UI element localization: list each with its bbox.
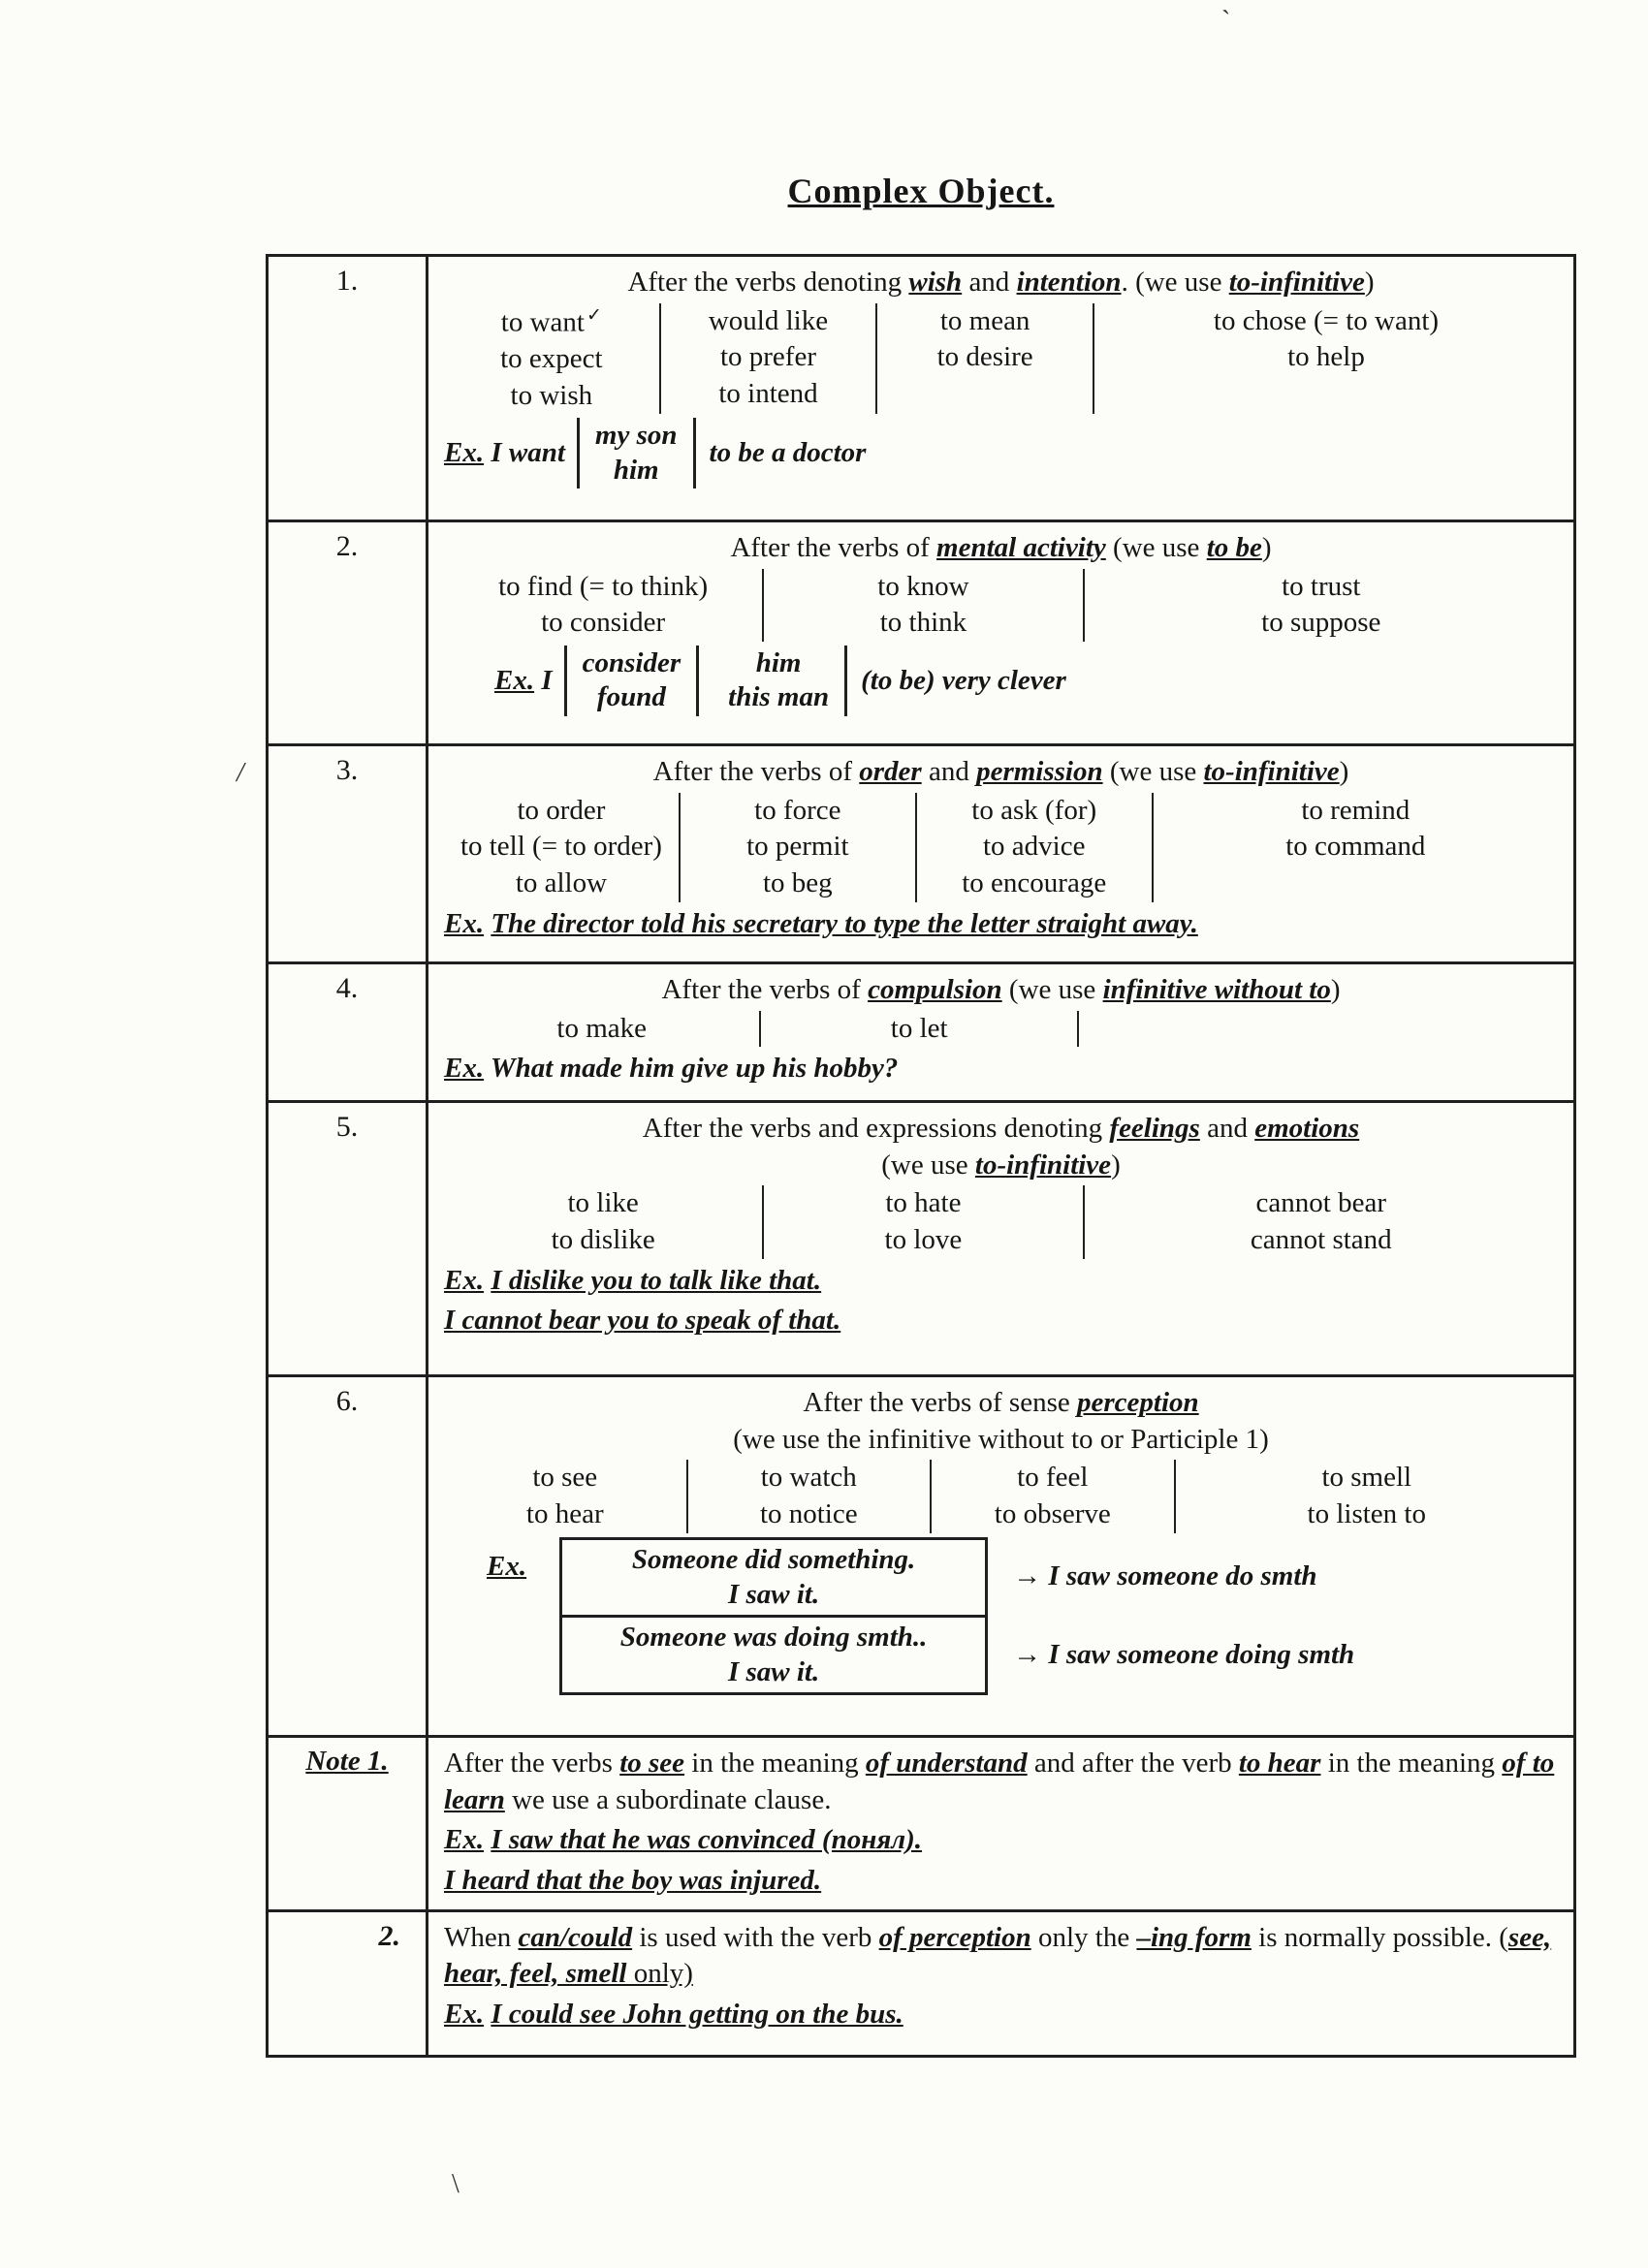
result-arrow-text: → I saw someone doing smth: [1013, 1638, 1355, 1670]
row-1-content: [428, 257, 1573, 520]
row-2-example: [494, 646, 1558, 716]
object-stack: [713, 646, 847, 716]
row-1-header: [444, 265, 1558, 301]
header-text: (we use: [1001, 974, 1103, 1005]
table-row-2: [269, 520, 1573, 743]
header-keyword: emotions: [1254, 1113, 1360, 1144]
verb-item: to tell (= to order): [460, 831, 662, 863]
row-3-content: [428, 746, 1573, 961]
header-text: ): [1261, 532, 1272, 563]
row-6-example-block: [444, 1537, 1558, 1695]
verb-item: to notice: [759, 1498, 858, 1530]
note-1-text: [444, 1746, 1558, 1818]
header-text: After the verbs of: [661, 974, 869, 1005]
row-5-header-line-1: [444, 1111, 1558, 1148]
pattern-line: Someone did something.: [631, 1543, 916, 1575]
complex-object-table: [266, 254, 1576, 2058]
example-label: Ex.: [494, 664, 535, 696]
sense-example-row: [559, 1615, 1354, 1695]
row-3-verb-grid: [444, 793, 1558, 902]
verb-item: to hate: [885, 1187, 962, 1219]
verb-item: to trust: [1282, 570, 1361, 602]
row-2-content: [428, 522, 1573, 743]
verb-item: to chose (= to want): [1213, 304, 1440, 336]
verb-item: to see: [532, 1462, 598, 1494]
table-row-4: [269, 961, 1573, 1100]
note-2-text: [444, 1920, 1558, 1993]
note-text: only): [626, 1958, 693, 1990]
note-keyword: to hear: [1238, 1748, 1321, 1779]
verb-item: to find (= to think): [498, 570, 709, 602]
verb-item: to allow: [515, 867, 608, 899]
header-text: (we use the infinitive without to or Participle 1): [733, 1423, 1269, 1455]
row-5-example-2: [444, 1303, 1558, 1339]
row-4-content: [428, 964, 1573, 1100]
example-lead: [444, 435, 565, 472]
verb-column: [1083, 1185, 1558, 1258]
sense-example-rows: [559, 1537, 1354, 1695]
example-lead: [444, 1263, 821, 1300]
stack-item: my son: [594, 420, 678, 452]
row-5-example-1: [444, 1263, 1558, 1300]
row-1-verb-grid: [444, 303, 1558, 415]
verb-item: to order: [517, 794, 606, 826]
example-text: I saw that he was convinced (понял).: [491, 1824, 923, 1856]
header-text: and: [921, 756, 977, 787]
verb-item: to let: [890, 1012, 948, 1044]
header-text: After the verbs of: [730, 532, 937, 563]
note-text: we use a subordinate clause.: [504, 1783, 832, 1815]
verb-item: to command: [1285, 831, 1426, 863]
object-stack: [577, 418, 696, 488]
table-row-note-1: [269, 1735, 1573, 1909]
example-label: Ex.: [444, 1824, 485, 1856]
note-keyword: of to learn: [444, 1748, 1555, 1815]
note-text: and after the verb: [1027, 1748, 1239, 1779]
note-keyword: see, hear, feel, smell: [444, 1921, 1552, 1990]
verb-column: [930, 1460, 1174, 1532]
row-6-header-line-1: [444, 1385, 1558, 1422]
example-lead: [494, 663, 553, 700]
example-label: Ex.: [444, 1999, 485, 2031]
verb-text: to want: [500, 306, 585, 338]
verb-column: [762, 569, 1082, 642]
header-text: (we use: [1102, 756, 1204, 787]
note-2-content: [428, 1912, 1573, 2055]
verb-item: to help: [1287, 341, 1365, 373]
header-text: After the verbs denoting: [627, 267, 909, 298]
row-4-example: [444, 1051, 1558, 1087]
verb-item: to smell: [1321, 1462, 1412, 1494]
pattern-line: Someone was doing smth..: [619, 1621, 928, 1653]
example-text: I: [541, 664, 553, 696]
verb-column: [686, 1460, 931, 1532]
table-row-6: [269, 1374, 1573, 1735]
header-keyword: intention: [1016, 267, 1122, 298]
header-keyword: to be: [1206, 532, 1262, 563]
verb-column: [1152, 793, 1558, 902]
verb-column: [1083, 569, 1558, 642]
row-5-verb-grid: [444, 1185, 1558, 1258]
note-2-number: 2.: [269, 1912, 428, 2055]
example-text: I dislike you to talk like that.: [491, 1264, 822, 1296]
row-6-verb-grid: [444, 1460, 1558, 1532]
example-label: Ex.: [444, 907, 485, 939]
row-6-number: 6.: [269, 1377, 428, 1735]
verb-column: [759, 1011, 1078, 1048]
verb-item: to watch: [760, 1462, 857, 1494]
header-keyword: order: [859, 756, 922, 787]
header-text: ): [1364, 267, 1375, 298]
verb-column: [659, 303, 876, 415]
example-label: Ex.: [444, 1264, 485, 1296]
example-tail: to be a doctor: [709, 436, 867, 468]
example-text: I heard that the boy was injured.: [444, 1865, 822, 1897]
verb-item: cannot stand: [1250, 1224, 1392, 1256]
table-row-1: [269, 257, 1573, 520]
scan-artifact: \: [452, 2169, 460, 2199]
verb-item: to intend: [718, 378, 818, 410]
verb-item: to wish: [510, 379, 593, 411]
verb-item: to advice: [982, 831, 1086, 863]
header-keyword: to-infinitive: [1228, 267, 1365, 298]
verb-item: to feel: [1017, 1462, 1089, 1494]
header-text: (we use: [1105, 532, 1207, 563]
verb-item: would like: [708, 304, 829, 336]
checkmark-annotation: ✓: [586, 303, 602, 326]
scan-artifact: /: [237, 758, 244, 788]
verb-item: [448, 303, 655, 341]
verb-stack: [564, 646, 700, 716]
pattern-line: I saw it.: [727, 1579, 820, 1611]
example-text: What made him give up his hobby?: [490, 1053, 899, 1085]
note-text: is used with the verb: [632, 1921, 879, 1953]
header-keyword: wish: [908, 267, 963, 298]
verb-item: to love: [884, 1224, 963, 1256]
verb-column: [875, 303, 1093, 415]
header-keyword: infinitive without to: [1102, 974, 1331, 1005]
row-5-number: 5.: [269, 1103, 428, 1374]
example-text: I could see John getting on the bus.: [491, 1999, 903, 2031]
header-text: ): [1339, 756, 1349, 787]
note-text: After the verbs: [444, 1748, 620, 1779]
example-lead: [444, 1822, 922, 1859]
verb-item: to dislike: [551, 1224, 655, 1256]
stack-item: found: [596, 681, 666, 713]
header-text: After the verbs of sense: [803, 1387, 1077, 1418]
note-text: in the meaning: [684, 1748, 866, 1779]
verb-item: to ask (for): [971, 794, 1097, 826]
verb-item: to permit: [746, 831, 849, 863]
header-keyword: permission: [976, 756, 1103, 787]
verb-column: [444, 303, 659, 415]
row-4-header: [444, 972, 1558, 1009]
header-text: and: [962, 267, 1017, 298]
header-text: After the verbs and expressions denoting: [642, 1113, 1110, 1144]
pattern-box: [559, 1537, 988, 1618]
header-text: (we use: [881, 1149, 975, 1181]
row-2-number: 2.: [269, 522, 428, 743]
page-title-text: Complex Object.: [787, 172, 1055, 210]
result-arrow-text: → I saw someone do smth: [1013, 1560, 1317, 1592]
verb-item: to prefer: [719, 341, 816, 373]
verb-item: to mean: [939, 304, 1030, 336]
example-label: Ex.: [444, 1053, 485, 1085]
row-3-number: 3.: [269, 746, 428, 961]
header-keyword: feelings: [1109, 1113, 1200, 1144]
verb-item: to think: [879, 607, 967, 639]
verb-item: to desire: [936, 341, 1033, 373]
row-5-content: [428, 1103, 1573, 1374]
verb-column: [444, 1011, 759, 1048]
verb-item: to remind: [1301, 794, 1410, 826]
stack-item: this man: [728, 681, 830, 713]
sense-example-row: [559, 1537, 1354, 1618]
row-6-header-line-2: [444, 1422, 1558, 1459]
verb-item: to listen to: [1307, 1498, 1426, 1530]
verb-item: to force: [754, 794, 841, 826]
example-lead: [444, 1997, 903, 2033]
verb-column: [679, 793, 915, 902]
example-tail: (to be) very clever: [861, 664, 1066, 696]
header-text: . (we use: [1121, 267, 1229, 298]
scan-artifact: `: [1221, 6, 1231, 36]
verb-column: [1093, 303, 1558, 415]
verb-item: to beg: [762, 867, 833, 899]
note-keyword: can/could: [518, 1921, 633, 1953]
note-text: is normally possible. (: [1251, 1921, 1508, 1953]
example-text: I want: [491, 436, 565, 468]
row-5-header-line-2: [444, 1148, 1558, 1184]
row-3-header: [444, 754, 1558, 791]
verb-item: to observe: [994, 1498, 1111, 1530]
row-6-content: [428, 1377, 1573, 1735]
verb-column: [1174, 1460, 1558, 1532]
note-keyword: of perception: [878, 1921, 1031, 1953]
row-1-example: [444, 418, 1558, 488]
table-row-5: [269, 1100, 1573, 1374]
example-lead: [444, 1051, 898, 1087]
note-keyword: to see: [619, 1748, 685, 1779]
verb-item: to know: [877, 570, 969, 602]
verb-item: to consider: [541, 607, 666, 639]
header-text: and: [1199, 1113, 1255, 1144]
stack-item: consider: [582, 647, 681, 679]
verb-column: [762, 1185, 1082, 1258]
verb-item: to encourage: [962, 867, 1107, 899]
note-keyword: –ing form: [1136, 1921, 1252, 1953]
header-keyword: to-infinitive: [974, 1149, 1112, 1181]
verb-item: cannot bear: [1255, 1187, 1386, 1219]
example-lead: [444, 906, 1198, 943]
pattern-box: [559, 1615, 988, 1695]
page-title: [266, 171, 1576, 211]
note-text: When: [444, 1921, 519, 1953]
verb-item: to like: [567, 1187, 639, 1219]
note-1-example-1: [444, 1822, 1558, 1859]
note-1-example-2: [444, 1863, 1558, 1900]
row-2-verb-grid: [444, 569, 1558, 642]
example-label: Ex.: [444, 436, 485, 468]
verb-column: [444, 1185, 762, 1258]
pattern-line: I saw it.: [727, 1656, 820, 1688]
row-3-example: [444, 906, 1558, 943]
header-text: After the verbs of: [652, 756, 860, 787]
note-keyword: of understand: [865, 1748, 1028, 1779]
note-2-example: [444, 1997, 1558, 2033]
verb-item: to expect: [500, 343, 603, 375]
stack-item: him: [613, 454, 659, 486]
note-text: only the: [1030, 1921, 1137, 1953]
note-1-number: Note 1.: [269, 1738, 428, 1909]
table-row-3: [269, 743, 1573, 961]
example-text: I cannot bear you to speak of that.: [444, 1305, 841, 1337]
verb-column: [444, 569, 762, 642]
row-2-header: [444, 530, 1558, 567]
header-keyword: mental activity: [936, 532, 1106, 563]
verb-item: to make: [556, 1012, 648, 1044]
verb-column: [444, 793, 679, 902]
example-text: The director told his secretary to type the letter straight away.: [491, 907, 1198, 939]
note-text: in the meaning: [1320, 1748, 1503, 1779]
row-1-number: 1.: [269, 257, 428, 520]
verb-item: to suppose: [1261, 607, 1381, 639]
stack-item: him: [755, 647, 802, 679]
note-1-content: [428, 1738, 1573, 1909]
verb-column: [444, 1460, 686, 1532]
header-text: ): [1111, 1149, 1121, 1181]
header-keyword: perception: [1077, 1387, 1199, 1418]
row-4-number: 4.: [269, 964, 428, 1100]
row-4-verb-grid: [444, 1011, 1079, 1048]
verb-item: to hear: [525, 1498, 604, 1530]
verb-column: [915, 793, 1152, 902]
header-keyword: to-infinitive: [1203, 756, 1340, 787]
header-keyword: compulsion: [868, 974, 1002, 1005]
header-text: ): [1330, 974, 1341, 1005]
table-row-note-2: [269, 1909, 1573, 2055]
example-label: Ex.: [487, 1550, 527, 1582]
